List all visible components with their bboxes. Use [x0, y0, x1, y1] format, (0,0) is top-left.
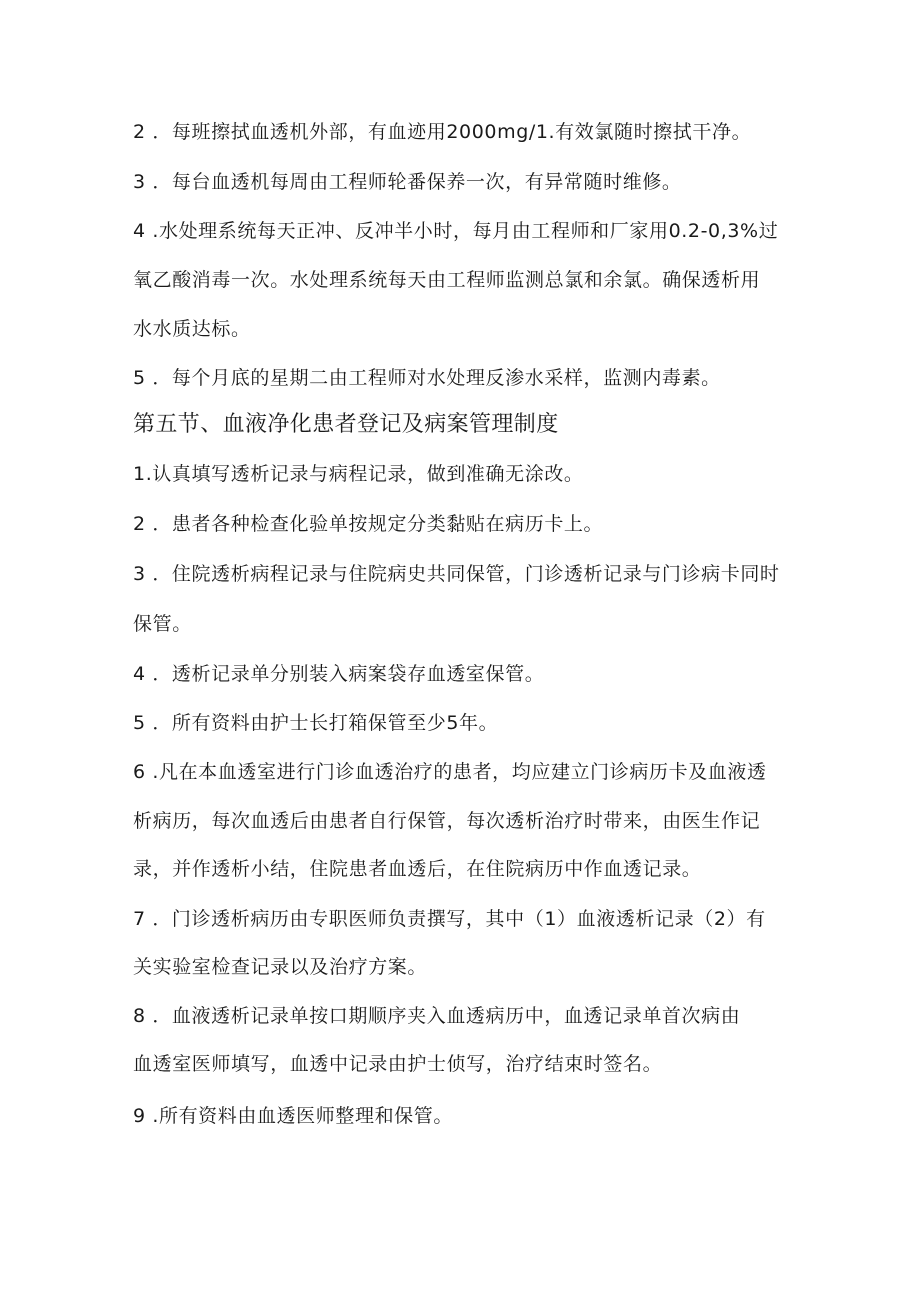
paragraph-line-s3-end: 保管。 — [133, 613, 192, 635]
paragraph-line-s8-order: 8 ．血液透析记录单按口期顺序夹入血透病历中，血透记录单首次病由 — [133, 1005, 741, 1027]
paragraph-line-s9-archiving: 9 .所有资料由血透医师整理和保管。 — [133, 1105, 453, 1127]
paragraph-line-3-maintenance: 3 ．每台血透机每周由工程师轮番保养一次，有异常随时维修。 — [133, 171, 682, 193]
paragraph-line-s3-inpatient: 3 ．住院透析病程记录与住院病史共同保管，门诊透析记录与门诊病卡同时 — [133, 563, 780, 585]
paragraph-line-s8-end: 血透室医师填写，血透中记录由护士侦写，治疗结束时签名。 — [133, 1053, 663, 1075]
paragraph-line-s6-continued: 析病历，每次血透后由患者自行保管，每次透析治疗时带来，由医生作记 — [133, 810, 761, 832]
paragraph-line-s6-end: 录，并作透析小结，住院患者血透后，在住院病历中作血透记录。 — [133, 858, 702, 880]
section-heading: 第五节、血液净化患者登记及病案管理制度 — [133, 412, 559, 437]
paragraph-line-s6-outpatient: 6 .凡在本血透室进行门诊血透治疗的患者，均应建立门诊病历卡及血液透 — [133, 761, 767, 783]
paragraph-line-s4-storage: 4 ．透析记录单分别装入病案袋存血透室保管。 — [133, 663, 545, 685]
paragraph-line-5-sampling: 5 ．每个月底的星期二由工程师对水处理反渗水采样，监测内毒素。 — [133, 367, 721, 389]
paragraph-line-2-cleaning: 2 ．每班擦拭血透机外部，有血迹用2000mg/1.有效氯随时擦拭干净。 — [133, 121, 752, 143]
paragraph-line-4-water-system: 4 .水处理系统每天正冲、反冲半小时，每月由工程师和厂家用0.2-0,3%过 — [133, 220, 779, 242]
paragraph-line-s5-retention: 5 ．所有资料由护士长打箱保管至少5年。 — [133, 712, 499, 734]
paragraph-line-4-end: 水水质达标。 — [133, 318, 251, 340]
paragraph-line-s2-lab-reports: 2 ．患者各种检查化验单按规定分类黏贴在病历卡上。 — [133, 513, 604, 535]
paragraph-line-4-continued: 氧乙酸消毒一次。水处理系统每天由工程师监测总氯和余氯。确保透析用 — [133, 269, 761, 291]
paragraph-line-s1-records: 1.认真填写透析记录与病程记录，做到准确无涂改。 — [133, 463, 584, 485]
paragraph-line-s7-writing: 7 ．门诊透析病历由专职医师负责撰写，其中（1）血液透析记录（2）有 — [133, 908, 766, 930]
paragraph-line-s7-end: 关实验室检查记录以及治疗方案。 — [133, 956, 428, 978]
